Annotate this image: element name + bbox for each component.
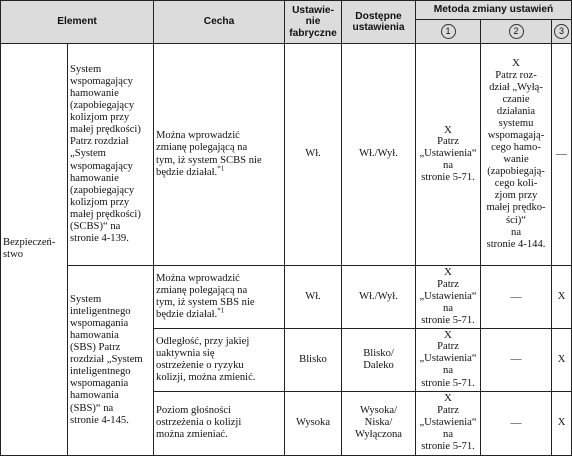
volume-factory-cell: Wysoka xyxy=(285,391,342,455)
method-2-circle-badge: 2 xyxy=(509,24,524,39)
distance-method1-cell xyxy=(416,328,481,391)
header-factory-setting: Ustawie- nie fabryczne xyxy=(285,1,342,44)
header-method-1 xyxy=(416,20,481,44)
sbs-feature-text: Można wprowadzić zmianę polegającą na tym, iż system SBS nie będzie działał. xyxy=(156,272,255,320)
sbs-method1-mark: X xyxy=(444,266,452,278)
scbs-available-cell: Wł./Wył. xyxy=(342,44,416,266)
scbs-footnote: *1 xyxy=(217,164,225,173)
volume-method2-cell: — xyxy=(481,391,552,455)
scbs-feature-cell xyxy=(154,44,285,266)
header-element: Element xyxy=(1,1,154,44)
header-method-3 xyxy=(552,20,572,44)
table-row-scbs xyxy=(1,44,572,266)
distance-method2-cell: — xyxy=(481,328,552,391)
scbs-method2-cell xyxy=(481,44,552,266)
sbs-feature-cell xyxy=(154,266,285,329)
distance-method1-mark: X xyxy=(444,328,452,341)
scbs-feature-text: Można wprowadzić zmianę polegającą na tym, iż system SCBS nie będzie działał. xyxy=(156,130,262,178)
scbs-method1-cell xyxy=(416,44,481,266)
volume-method3-cell: X xyxy=(552,391,572,455)
volume-method1-mark: X xyxy=(444,392,452,405)
sbs-factory-cell: Wł. xyxy=(285,266,342,329)
scbs-method1-mark: X xyxy=(444,123,452,136)
volume-method1-text: Patrz „Ustawienia“ na stronie 5-71. xyxy=(419,404,477,452)
distance-feature-cell: Odległość, przy jakiej uaktywnia się ostrzeżenie o ryzyku kolizji, można zmienić. xyxy=(154,328,285,391)
header-feature: Cecha xyxy=(154,1,285,44)
method-3-circle-badge: 3 xyxy=(554,24,569,39)
header-method-2 xyxy=(481,20,552,44)
scbs-element-cell: System wspomagający hamowanie (zapobiegający kolizjom przy małej prędkości) Patrz rozdział „System wspomagający hamowanie (zapobiegający kolizjom przy małej prędkości) (SCBS)“ na stronie 4-139. xyxy=(68,44,154,266)
table-row-sbs-disable xyxy=(1,266,572,329)
header-change-method: Metoda zmiany ustawień xyxy=(416,1,572,20)
sbs-method2-cell: — xyxy=(481,266,552,329)
scbs-method1-text: Patrz „Ustawienia“ na stronie 5-71. xyxy=(419,136,477,184)
sbs-element-cell: System inteligentnego wspomagania hamowania (SBS) Patrz rozdział „System inteligentnego wspomagania hamowania (SBS)“ na stronie 4-145. xyxy=(68,266,154,456)
sbs-footnote: *1 xyxy=(217,306,225,315)
header-available-settings: Dostępne ustawienia xyxy=(342,1,416,44)
scbs-method2-mark: X xyxy=(512,57,520,70)
volume-method1-cell xyxy=(416,391,481,455)
sbs-available-cell: Wł./Wył. xyxy=(342,266,416,329)
sbs-method1-text: Patrz „Ustawienia“ na stronie 5-71. xyxy=(419,278,477,326)
method-1-circle-badge: 1 xyxy=(441,24,456,39)
scbs-factory-cell: Wł. xyxy=(285,44,342,266)
volume-feature-cell: Poziom głośności ostrzeżenia o kolizji można zmieniać. xyxy=(154,391,285,455)
distance-method1-text: Patrz „Ustawienia“ na stronie 5-71. xyxy=(419,341,477,389)
volume-available-cell: Wysoka/ Niska/ Wyłączona xyxy=(342,391,416,455)
category-cell: Bezpieczeń- stwo xyxy=(1,44,68,456)
scbs-method3-cell: — xyxy=(552,44,572,266)
scbs-method2-text: Patrz roz- dział „Wyłą- czanie działania systemu wspomagają- cego hamo- wanie (zapobiegają- cego koli- zjom przy małej prędko- ści)“ na stronie 4-144. xyxy=(486,69,546,250)
distance-factory-cell: Blisko xyxy=(285,328,342,391)
sbs-method3-cell: X xyxy=(552,266,572,329)
sbs-method1-cell xyxy=(416,266,481,329)
distance-available-cell: Blisko/ Daleko xyxy=(342,328,416,391)
distance-method3-cell: X xyxy=(552,328,572,391)
